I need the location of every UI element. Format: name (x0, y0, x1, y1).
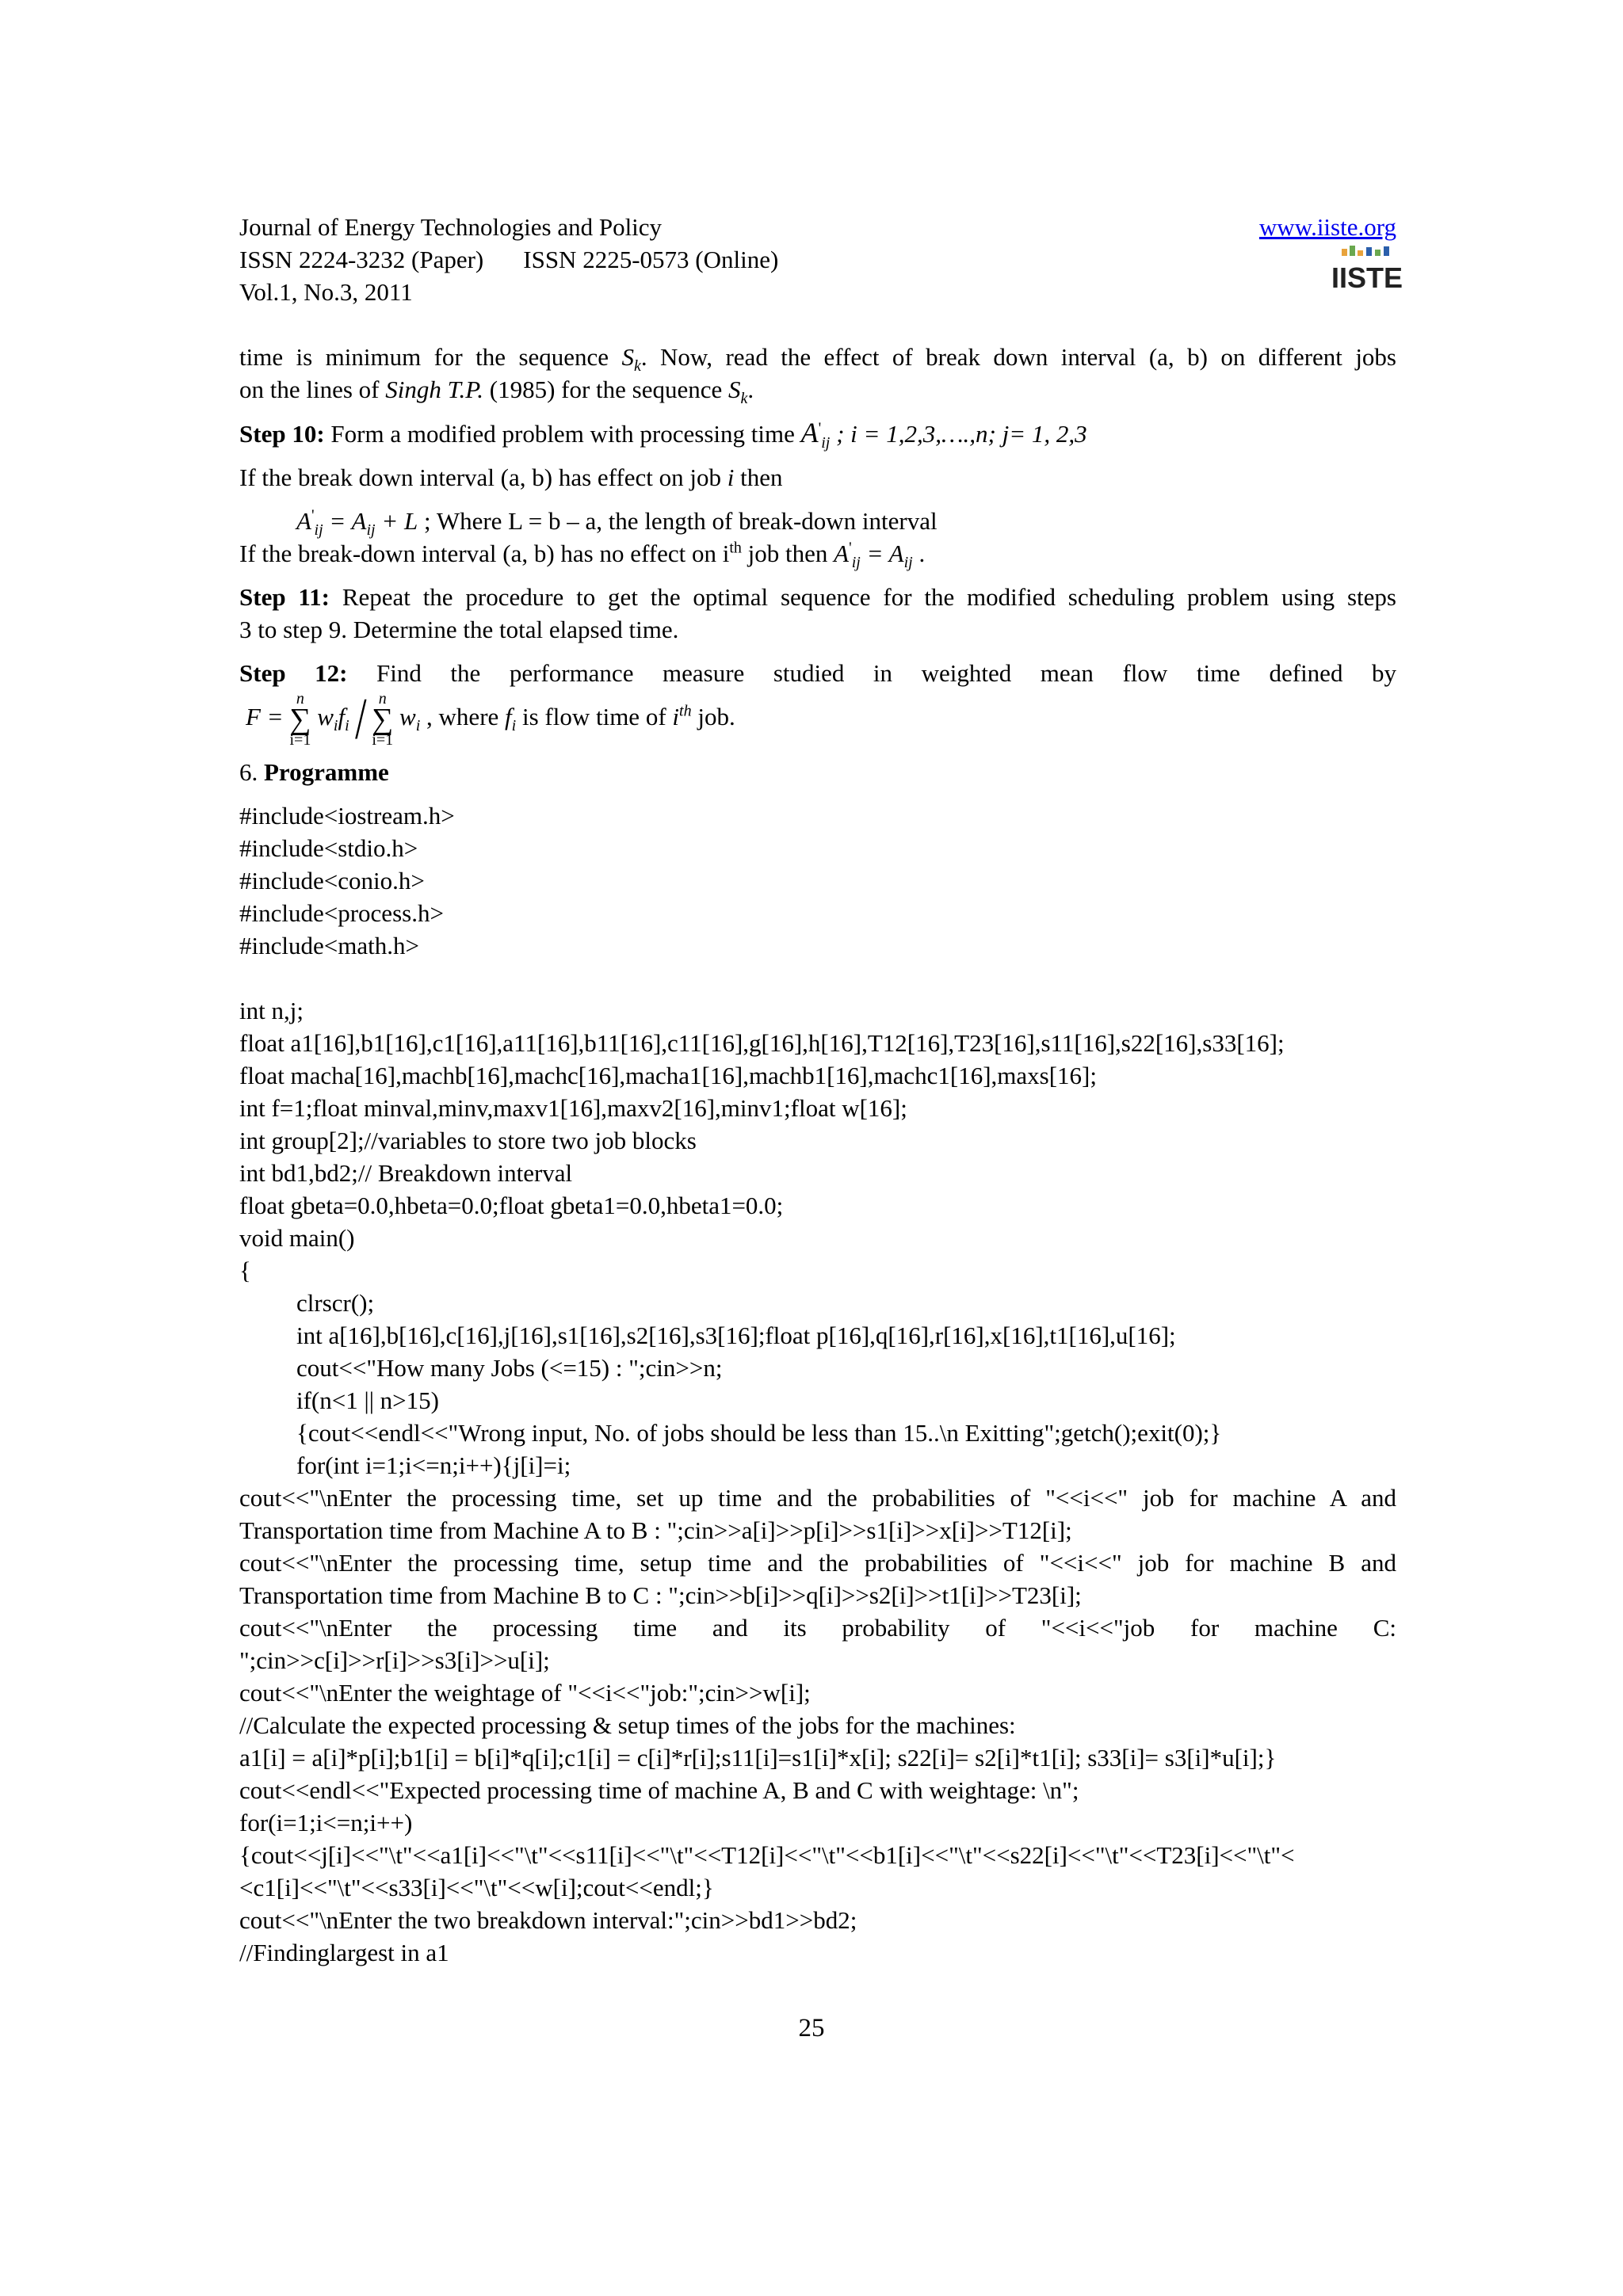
code-line: cout<<"How many Jobs (<=15) : ";cin>>n; (296, 1354, 723, 1382)
code-line: #include<stdio.h> (239, 834, 418, 862)
step-11-label: Step 11: (239, 583, 330, 611)
code-line: //Findinglargest in a1 (239, 1939, 449, 1966)
code-line: cout<<"\nEnter the weightage of "<<i<<"job:";cin>>w[i]; (239, 1679, 811, 1707)
code-line: for(i=1;i<=n;i++) (239, 1809, 413, 1836)
logo-lettering: IISTE (1331, 261, 1403, 294)
code-line: float macha[16],machb[16],machc[16],macha1[16],machb1[16],machc1[16],maxs[16]; (239, 1062, 1097, 1089)
code-line: clrscr(); (296, 1289, 375, 1317)
code-line: {cout<<endl<<"Wrong input, No. of jobs should be less than 15..\n Exitting";getch();exit(0);} (296, 1419, 1222, 1447)
step-12-label: Step 12: (239, 659, 348, 687)
code-line: int n,j; (239, 997, 304, 1024)
page-number: 25 (798, 2014, 825, 2042)
code-line: { (239, 1257, 251, 1284)
intro-line-2: on the lines of Singh T.P. (1985) for the sequence $S_k$. (239, 376, 754, 408)
remaining-lines (239, 1676, 1396, 1969)
code-line: for(int i=1;i<=n;i++){j[i]=i; (296, 1451, 571, 1479)
step-10-label: Step 10: (239, 420, 325, 448)
volume-line: Vol.1, No.3, 2011 (239, 278, 413, 306)
code-line: float gbeta=0.0,hbeta=0.0;float gbeta1=0.0,hbeta1=0.0; (239, 1192, 784, 1219)
indented-lines (239, 1287, 1396, 1482)
modified-time-equation: $A'_{ij} = A_{ij} + L$ ; Where L = b – a, the length of break-down interval (296, 506, 938, 540)
effect-line: If the break down interval (a, b) has effect on job i then (239, 463, 783, 491)
code-line: {cout<<j[i]<<"\t"<<a1[i]<<"\t"<<s11[i]<<"\t"<<T12[i]<<"\t"<<b1[i]<<"\t"<<s22[i]<<"\t"<<T23[i]<<"\t"< (239, 1841, 1295, 1869)
declaration-lines (239, 994, 1396, 1287)
code-listing (239, 799, 1396, 1969)
sum-denominator: n ∑ i=1 (372, 689, 394, 749)
step-11-cont: 3 to step 9. Determine the total elapsed time. (239, 616, 679, 643)
code-line: #include<conio.h> (239, 867, 425, 894)
code-line: int a[16],b[16],c[16],j[16],s1[16],s2[16],s3[16];float p[16],q[16],r[16],x[16],t1[16],u[16]; (296, 1322, 1176, 1349)
page-header (239, 211, 1403, 308)
code-line: a1[i] = a[i]*p[i];b1[i] = b[i]*q[i];c1[i] = c[i]*r[i];s11[i]=s1[i]*x[i]; s22[i]= s2[i]*t1[i]; s33[i]= s3[i]*u[i];} (239, 1744, 1277, 1772)
code-line: #include<iostream.h> (239, 802, 455, 830)
code-line: cout<<endl<<"Expected processing time of machine A, B and C with weightage: \n"; (239, 1776, 1079, 1804)
code-line: #include<math.h> (239, 932, 419, 959)
code-line: int group[2];//variables to store two job blocks (239, 1127, 697, 1154)
step-12: Step 12: Find the performance measure studied in weighted mean flow time defined by (239, 659, 1396, 687)
include-lines (239, 799, 1396, 962)
code-line: <c1[i]<<"\t"<<s33[i]<<"\t"<<w[i];cout<<endl;} (239, 1874, 714, 1901)
code-line-b: cout<<"\nEnter the processing time, setup time and the probabilities of "<<i<<" job for machine B and (239, 1549, 1396, 1577)
code-line-a: cout<<"\nEnter the processing time, set up time and the probabilities of "<<i<<" job for machine A and (239, 1484, 1396, 1512)
code-line-b2: Transportation time from Machine B to C : ";cin>>b[i]>>q[i]>>s2[i]>>t1[i]>>T23[i]; (239, 1581, 1082, 1609)
no-effect-line: If the break-down interval (a, b) has no effect on $i^{th}$ job then $A'_{ij} = A_{ij}$ . (239, 539, 926, 572)
code-line: #include<process.h> (239, 899, 444, 927)
code-line-a2: Transportation time from Machine A to B : ";cin>>a[i]>>p[i]>>s1[i]>>x[i]>>T12[i]; (239, 1516, 1072, 1544)
code-line: float a1[16],b1[16],c1[16],a11[16],b11[16],c11[16],g[16],h[16],T12[16],T23[16],s11[16],s22[16],s33[16]; (239, 1029, 1285, 1057)
issn-line (239, 243, 1396, 276)
code-line: int bd1,bd2;// Breakdown interval (239, 1159, 573, 1187)
code-line: //Calculate the expected processing & setup times of the jobs for the machines: (239, 1711, 1016, 1739)
code-line: cout<<"\nEnter the two breakdown interval:";cin>>bd1>>bd2; (239, 1906, 857, 1934)
iiste-logo-icon (1331, 244, 1403, 294)
code-line: if(n<1 || n>15) (296, 1386, 439, 1414)
journal-url-link[interactable]: www.iiste.org (1258, 213, 1396, 241)
code-line: void main() (239, 1224, 355, 1252)
section-heading: 6. Programme (239, 758, 389, 786)
code-line: int f=1;float minval,minv,maxv1[16],maxv2[16],minv1;float w[16]; (239, 1094, 907, 1122)
issn-paper: ISSN 2224-3232 (Paper) (239, 246, 484, 273)
journal-title: Journal of Energy Technologies and Policy (239, 213, 663, 241)
page-body (239, 341, 1396, 1969)
flow-time-formula: F = n ∑ i=1 $w_if_i/$ n ∑ i=1 $w_i$ , where $f_i$ is flow time of $i^{th}$ job. (246, 686, 735, 752)
code-line-c2: ";cin>>c[i]>>r[i]>>s3[i]>>u[i]; (239, 1646, 550, 1674)
code-line-c: cout<<"\nEnter the processing time and its probability of "<<i<<"job for machine C: (239, 1614, 1396, 1642)
sum-numerator: n ∑ i=1 (289, 689, 311, 749)
intro-line-1: time is minimum for the sequence $S_k$. Now, read the effect of break down interval (a, b) on different jobs (239, 343, 1396, 376)
issn-online: ISSN 2225-0573 (Online) (523, 246, 779, 273)
step-11: Step 11: Repeat the procedure to get the optimal sequence for the modified scheduling problem using steps (239, 583, 1396, 611)
step-10: Step 10: Form a modified problem with processing time $A'_{ij}$ ; i = 1,2,3,….,n; j= 1, 2,3 (239, 417, 1087, 452)
